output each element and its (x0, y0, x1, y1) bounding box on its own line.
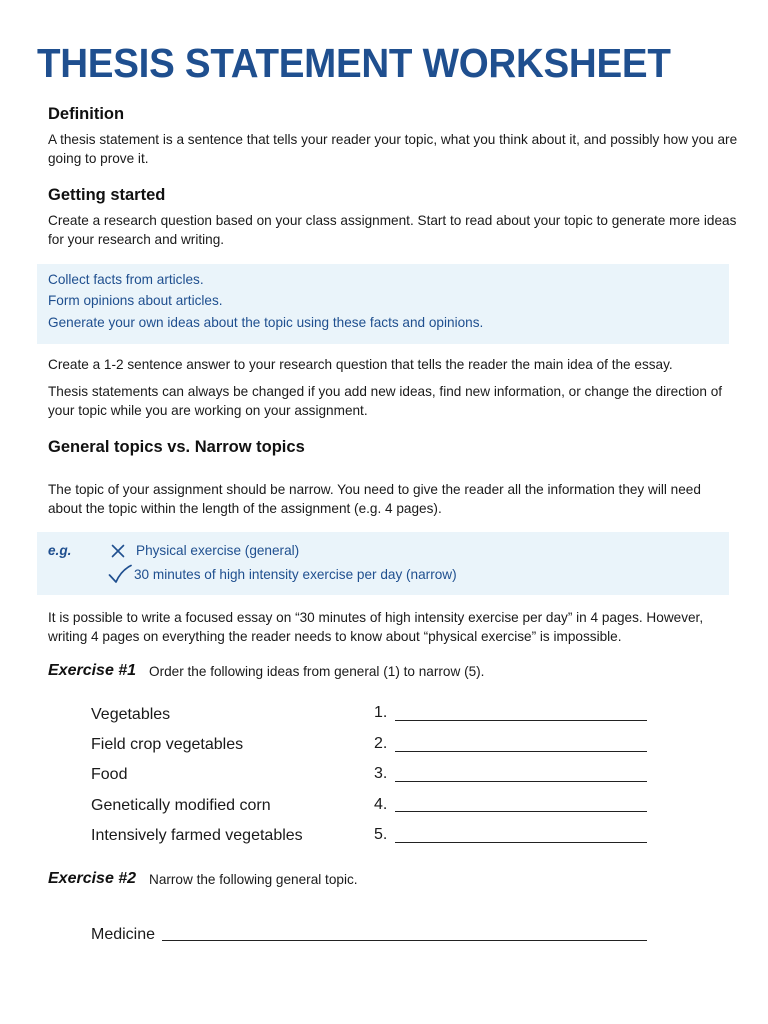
answer-number: 2. (374, 735, 388, 752)
example-label: e.g. (48, 543, 72, 558)
exercise1-item: Food (91, 766, 128, 783)
example-callout (37, 532, 729, 595)
answer-number: 3. (374, 765, 388, 782)
topics-body: The topic of your assignment should be narrow. You need to give the reader all the information they will need about the topic within the length of the assignment (e.g. 4 pages). (48, 482, 701, 516)
checkmark-icon (108, 564, 132, 584)
exercise2-title: Exercise #2 (48, 870, 137, 887)
topics-heading: General topics vs. Narrow topics (48, 438, 305, 456)
example-general: Physical exercise (general) (136, 543, 300, 558)
answer-blank-1[interactable] (395, 720, 647, 721)
answer-number: 5. (374, 826, 388, 843)
exercise2-topic: Medicine (91, 926, 156, 943)
focused-essay-paragraph: It is possible to write a focused essay on “30 minutes of high intensity exercise per day” in 4 pages. However, writing 4 pages on everything the reader needs to know about “physical exercise” is impossible. (48, 610, 704, 644)
exercise1-item: Genetically modified corn (91, 797, 271, 814)
answer-blank-3[interactable] (395, 781, 647, 782)
exercise1-item: Vegetables (91, 706, 171, 723)
answer-blank-2[interactable] (395, 751, 647, 752)
steps-callout (37, 264, 729, 344)
callout-step-1: Collect facts from articles. (48, 272, 204, 287)
exercise1-item: Intensively farmed vegetables (91, 827, 303, 844)
exercise1-title: Exercise #1 (48, 662, 137, 679)
exercise2-instruction: Narrow the following general topic. (149, 872, 358, 887)
exercise1-instruction: Order the following ideas from general (1) to narrow (5). (149, 664, 485, 679)
answer-number: 1. (374, 704, 388, 721)
page-title: THESIS STATEMENT WORKSHEET (37, 40, 671, 86)
cross-icon (111, 544, 125, 558)
getting-started-heading: Getting started (48, 186, 166, 204)
answer-blank-5[interactable] (395, 842, 647, 843)
exercise1-item: Field crop vegetables (91, 736, 244, 753)
change-paragraph: Thesis statements can always be changed if you add new ideas, find new information, or change the direction of your topic while you are working on your assignment. (48, 384, 723, 418)
answer-blank-4[interactable] (395, 811, 647, 812)
medicine-answer-blank[interactable] (162, 940, 647, 941)
answer-paragraph: Create a 1-2 sentence answer to your research question that tells the reader the main idea of the essay. (48, 357, 673, 372)
definition-heading: Definition (48, 105, 125, 123)
callout-step-2: Form opinions about articles. (48, 293, 223, 308)
answer-number: 4. (374, 796, 388, 813)
callout-step-3: Generate your own ideas about the topic using these facts and opinions. (48, 315, 484, 330)
definition-body: A thesis statement is a sentence that tells your reader your topic, what you think about it, and possibly how you are going to prove it. (48, 132, 738, 166)
example-narrow: 30 minutes of high intensity exercise per day (narrow) (134, 567, 457, 582)
getting-started-body: Create a research question based on your class assignment. Start to read about your topic to generate more ideas for your research and writing. (48, 213, 737, 247)
